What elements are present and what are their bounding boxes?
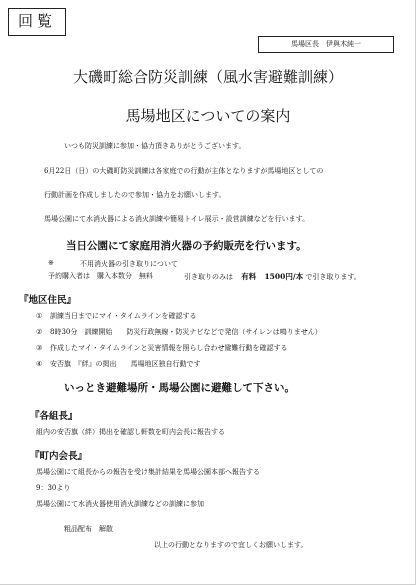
pickup-row [184,271,361,282]
town-leader-line-1: 馬場公園にて組長からの報告を受け集計結果を馬場公園本部へ報告する [36,468,260,476]
circulation-label: 回覧 [17,12,56,30]
sub-title: 馬場地区についての案内 [125,107,291,125]
item-number: ④ [36,360,43,368]
item-number: ③ [36,344,43,352]
intro-line-3: 馬場公園にて水消火器による消火訓練や簡易トイレ展示・設営訓練などを行います。 [44,215,310,223]
pickup-paid: 有料 [241,272,257,281]
intro-greeting: いつも防災訓練に参加・協力頂きありがとうございます。 [64,142,246,150]
note-mark: ※ [48,259,54,267]
group-leader-text: 組内の安否旗（絆）掲出を確認し軒数を町内会長に報告する [36,428,225,436]
gift-distribution: 粗品配布 解散 [64,525,113,533]
reservation-label: 予約購入者は 購入本数分 無料 [48,272,153,280]
pickup-price: 1500円/本 [264,272,304,281]
intro-line-2: 行動計画を作成しましたので参加・協力をお願いします。 [44,191,226,199]
group-leader-heading: 『各組長』 [30,411,78,422]
main-title: 大磯町総合防災訓練（風水害避難訓練） [72,68,343,86]
pickup-tail: で引き取ります。 [305,273,361,281]
sender-box [258,36,394,53]
item-number: ① [36,312,43,320]
extinguisher-headline: 当日公園にて家庭用消火器の予約販売を行います。 [66,240,307,252]
residents-item [36,327,322,337]
item-text: 安否旗 『絆』の掲出 馬場地区独自行動です [50,360,201,368]
pickup-label: 引き取りのみは [184,273,233,281]
item-text: 訓練当日までにマイ・タイムラインを確認する [50,312,197,320]
town-leader-line-2: 9：30より [36,484,71,492]
residents-item [36,311,197,321]
extinguisher-note: 不用消火器の引き取りについて [80,260,178,268]
item-number: ② [36,328,43,336]
circulation-stamp-box [8,8,66,36]
town-leader-line-3: 馬場公園にて水消火器使用消火訓練などの訓練に参加 [36,500,204,508]
town-leader-heading: 『町内会長』 [30,451,88,462]
closing-line: 以上の行動となりますので宜しくお願いします。 [154,541,308,549]
residents-heading: 『地区住民』 [19,295,77,306]
residents-item [36,343,288,353]
residents-item [36,359,201,369]
sender-name: 馬場区長 伊與木純一 [291,40,361,48]
evacuation-headline: いっとき避難場所・馬場公園に避難して下さい。 [64,382,295,394]
item-text: 作成したマイ・タイムラインと災害情報を照らし合わせ避難行動を確認する [50,344,288,352]
item-text: 8時30分 訓練開始 防災行政無線・防災ナビなどで発信（サイレンは鳴りません） [50,328,322,336]
intro-line-1: 6月22日（日）の大磯町防災訓練は各家庭での行動が主体となりますが馬場地区としての [44,167,324,175]
